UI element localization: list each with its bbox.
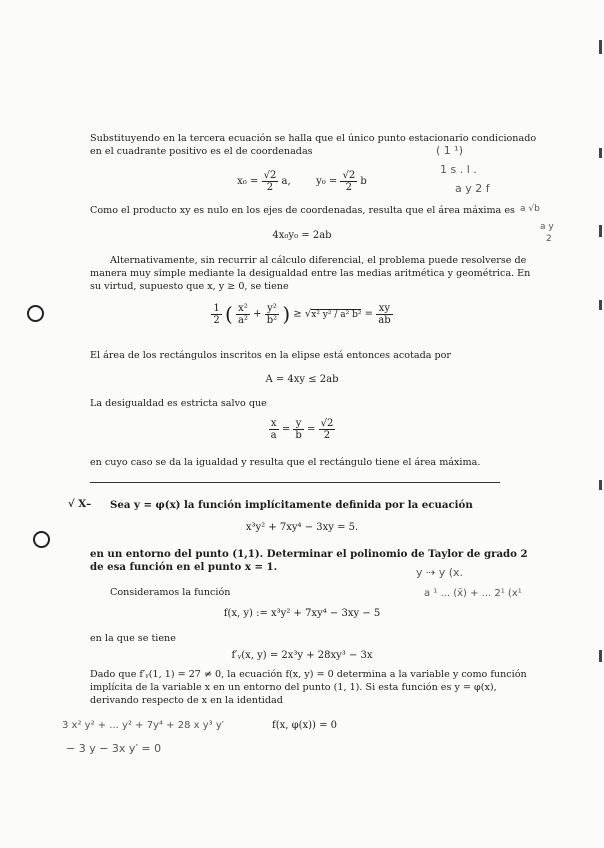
paren-open: ( bbox=[224, 302, 233, 326]
scan-edge-mark bbox=[599, 148, 602, 158]
op-eq: = bbox=[364, 308, 374, 320]
paragraph-line: derivando respecto de x en la identidad bbox=[90, 695, 283, 706]
paragraph-line: El área de los rectángulos inscritos en la elipse está entonces acotada por bbox=[90, 350, 452, 361]
equation-identity: f(x, φ(x)) = 0 bbox=[272, 720, 338, 731]
paragraph-line: en la que se tiene bbox=[90, 633, 176, 644]
equation-max-area: 4x₀y₀ = 2ab bbox=[272, 230, 332, 241]
problem-equation: x³y² + 7xy⁴ − 3xy = 5. bbox=[245, 522, 359, 533]
paragraph-line: en cuyo caso se da la igualdad y resulta que el rectángulo tiene el área máxima. bbox=[90, 457, 481, 468]
problem-mark: √ X– bbox=[68, 498, 92, 510]
section-divider bbox=[90, 482, 500, 483]
fraction: $\frac{x}{a}$ bbox=[270, 418, 277, 441]
fraction: $\frac{√2}{2}$ bbox=[263, 170, 277, 193]
paragraph-line: en el cuadrante positivo es el de coordenadas bbox=[90, 146, 313, 157]
scan-edge-mark bbox=[599, 480, 602, 490]
equation-area-bound: A = 4xy ≤ 2ab bbox=[265, 374, 339, 385]
paragraph-line: su virtud, supuesto que x, y ≥ 0, se tiene bbox=[90, 281, 289, 292]
handwritten-note: a √b bbox=[520, 204, 540, 214]
fraction: $\frac{xy}{ab}$ bbox=[378, 302, 391, 326]
paragraph-line: Consideramos la función bbox=[110, 587, 231, 598]
eq-b: b bbox=[360, 176, 367, 187]
handwritten-note: 1 s . l . bbox=[440, 163, 477, 176]
binder-hole bbox=[33, 531, 50, 548]
handwritten-note: a y 2 f bbox=[455, 182, 490, 195]
handwritten-note: 3 x² y² + ... y² + 7y⁴ + 28 x y³ y′ bbox=[62, 720, 225, 731]
paragraph-line: Dado que f′ᵧ(1, 1) = 27 ≠ 0, la ecuación f(x, y) = 0 determina a la variable y como función bbox=[90, 669, 527, 680]
paragraph-line: manera muy simple mediante la desigualdad entre las medias aritmética y geométrica. En bbox=[90, 268, 531, 279]
fraction: $\frac{1}{2}$ bbox=[213, 302, 220, 326]
fraction: $\frac{\text{x²}}{\text{a²}}$ bbox=[237, 302, 248, 326]
problem-statement: de esa función en el punto x = 1. bbox=[90, 561, 278, 573]
handwritten-note: a y bbox=[540, 222, 554, 232]
radical: √ bbox=[304, 308, 312, 320]
paragraph-line: Substituyendo en la tercera ecuación se halla que el único punto estacionario condicionado bbox=[90, 133, 537, 144]
equation-am-gm bbox=[0, 302, 604, 326]
handwritten-note: − 3 y − 3x y′ = 0 bbox=[66, 742, 162, 755]
equation-equality-case bbox=[0, 418, 604, 441]
paragraph-line: La desigualdad es estricta salvo que bbox=[90, 398, 267, 409]
eq-y0: y₀ = bbox=[316, 176, 338, 187]
fraction: $\frac{\text{y²}}{\text{b²}}$ bbox=[266, 302, 278, 326]
eq-x0: x₀ = bbox=[237, 176, 259, 187]
op-plus: + bbox=[253, 308, 262, 320]
op-eq: = bbox=[307, 424, 316, 435]
paragraph-line: Alternativamente, sin recurrir al cálculo diferencial, el problema puede resolverse de bbox=[110, 255, 527, 266]
handwritten-note: 2 bbox=[546, 234, 552, 244]
op-ge: ≥ bbox=[293, 308, 302, 320]
eq-a: a, bbox=[281, 176, 291, 187]
radicand: x² y² / a² b² bbox=[311, 309, 362, 320]
scan-edge-mark bbox=[599, 40, 602, 54]
paren-close: ) bbox=[282, 302, 291, 326]
equation-partial-derivative: f′ᵧ(x, y) = 2x³y + 28xy³ − 3x bbox=[231, 650, 373, 661]
paragraph-line: implícita de la variable x en un entorno del punto (1, 1). Si esta función es y = φ(x), bbox=[90, 682, 497, 693]
fraction: $\frac{√2}{2}$ bbox=[342, 170, 356, 193]
equation-stationary-point bbox=[0, 170, 604, 193]
fraction: $\frac{y}{b}$ bbox=[295, 418, 302, 441]
fraction: $\frac{√2}{2}$ bbox=[320, 418, 334, 441]
equation-function-definition: f(x, y) := x³y² + 7xy⁴ − 3xy − 5 bbox=[223, 608, 381, 619]
handwritten-note: ( 1 ¹) bbox=[436, 144, 463, 157]
problem-statement: en un entorno del punto (1,1). Determinar el polinomio de Taylor de grado 2 bbox=[90, 548, 528, 560]
op-eq: = bbox=[281, 424, 291, 435]
problem-statement: Sea y = φ(x) la función implícitamente definida por la ecuación bbox=[110, 499, 473, 511]
paragraph-line: Como el producto xy es nulo en los ejes de coordenadas, resulta que el área máxima es bbox=[90, 205, 515, 216]
handwritten-note: y ⇢ y (x. bbox=[416, 566, 464, 579]
handwritten-note: a ¹ ... (x̄) + ... 2¹ (x¹ bbox=[424, 588, 522, 599]
